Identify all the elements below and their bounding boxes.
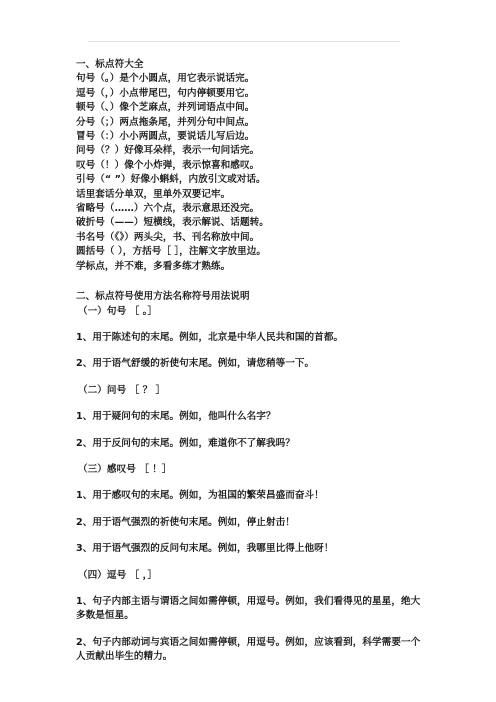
usage-item: 2、句子内部动词与宾语之间如需停顿，用逗号。例如，应该看到，科学需要一个人贡献出毕生的精力。: [76, 636, 421, 663]
rhyme-line: 话里套话分单双，里单外双要记牢。: [76, 188, 231, 200]
rhyme-line: 逗号（，）小点带尾巴，句内停顿要用它。: [76, 87, 255, 99]
document-body: [76, 58, 428, 665]
usage-item: 2、用于语气舒缓的祈使句末尾。例如，请您稍等一下。: [76, 358, 315, 370]
spacer: [76, 583, 428, 595]
subsection-heading-comma: （四）逗号 ［ ，］: [78, 569, 158, 581]
rhyme-line: 顿号（、）像个芝麻点，并列词语点中间。: [76, 102, 255, 114]
usage-item: 1、用于感叹句的末尾。例如，为祖国的繁荣昌盛而奋斗！: [76, 490, 324, 502]
rhyme-line: 冒号（：）小小两圆点，要说话儿写后边。: [76, 131, 255, 143]
rhyme-line: 书名号（《》）两头尖，书、刊名称放中间。: [76, 231, 260, 243]
spacer: [76, 345, 428, 357]
spacer: [76, 557, 428, 569]
usage-item: 3、用于语气强烈的反问句末尾。例如，我哪里比得上他呀！: [76, 543, 334, 555]
usage-item: 2、用于反问句的末尾。例如，难道你不了解我吗？: [76, 437, 295, 449]
rhyme-line: 叹号（！）像个小炸弹，表示惊喜和感叹。: [76, 159, 260, 171]
rhyme-line: 句号（。）是个小圆点，用它表示说话完。: [76, 73, 255, 85]
rhyme-line: 学标点，并不难，多看多练才熟练。: [76, 260, 231, 272]
section-2-title: 二、标点符号使用方法名称符号用法说明: [76, 291, 250, 303]
spacer: [76, 425, 428, 437]
rhyme-line: 圆括号（ ），方括号［ ］，注解文字放里边。: [76, 246, 267, 258]
subsection-heading-exclamation: （三）感叹号 ［ ！］: [78, 463, 172, 475]
header-rule: [88, 41, 400, 42]
spacer: [76, 372, 428, 384]
spacer: [76, 319, 428, 331]
spacer: [76, 530, 428, 542]
rhyme-line: 分号（；）两点拖条尾，并列分句中间点。: [76, 116, 255, 128]
usage-item: 1、句子内部主语与谓语之间如需停顿，用逗号。例如，我们看得见的星星，绝大多数是恒星。: [76, 595, 421, 622]
spacer: [76, 477, 428, 489]
section-1-title: 一、标点符大全: [76, 59, 144, 70]
rhyme-line: 引号（“ ”）好像小蝌蚪，内放引文或对话。: [76, 174, 266, 186]
rhyme-line: 省略号（……）六个点，表示意思还没完。: [76, 203, 260, 215]
spacer: [76, 451, 428, 463]
usage-item: 1、用于疑问句的末尾。例如，他叫什么名字？: [76, 411, 276, 423]
spacer: [76, 624, 428, 636]
subsection-heading-period: （一）句号 ［ 。］: [78, 305, 158, 317]
rhyme-line: 问号（？）好像耳朵样，表示一句问话完。: [76, 145, 260, 157]
usage-item: 1、用于陈述句的末尾。例如，北京是中华人民共和国的首都。: [76, 331, 344, 343]
usage-item: 2、用于语气强烈的祈使句末尾。例如，停止射击！: [76, 516, 295, 528]
subsection-heading-question: （二）问号 ［ ？ ］: [78, 384, 166, 396]
spacer: [76, 398, 428, 410]
rhyme-line: 破折号（——）短横线，表示解说、话题转。: [76, 217, 269, 229]
spacer: [76, 274, 428, 290]
spacer: [76, 504, 428, 516]
